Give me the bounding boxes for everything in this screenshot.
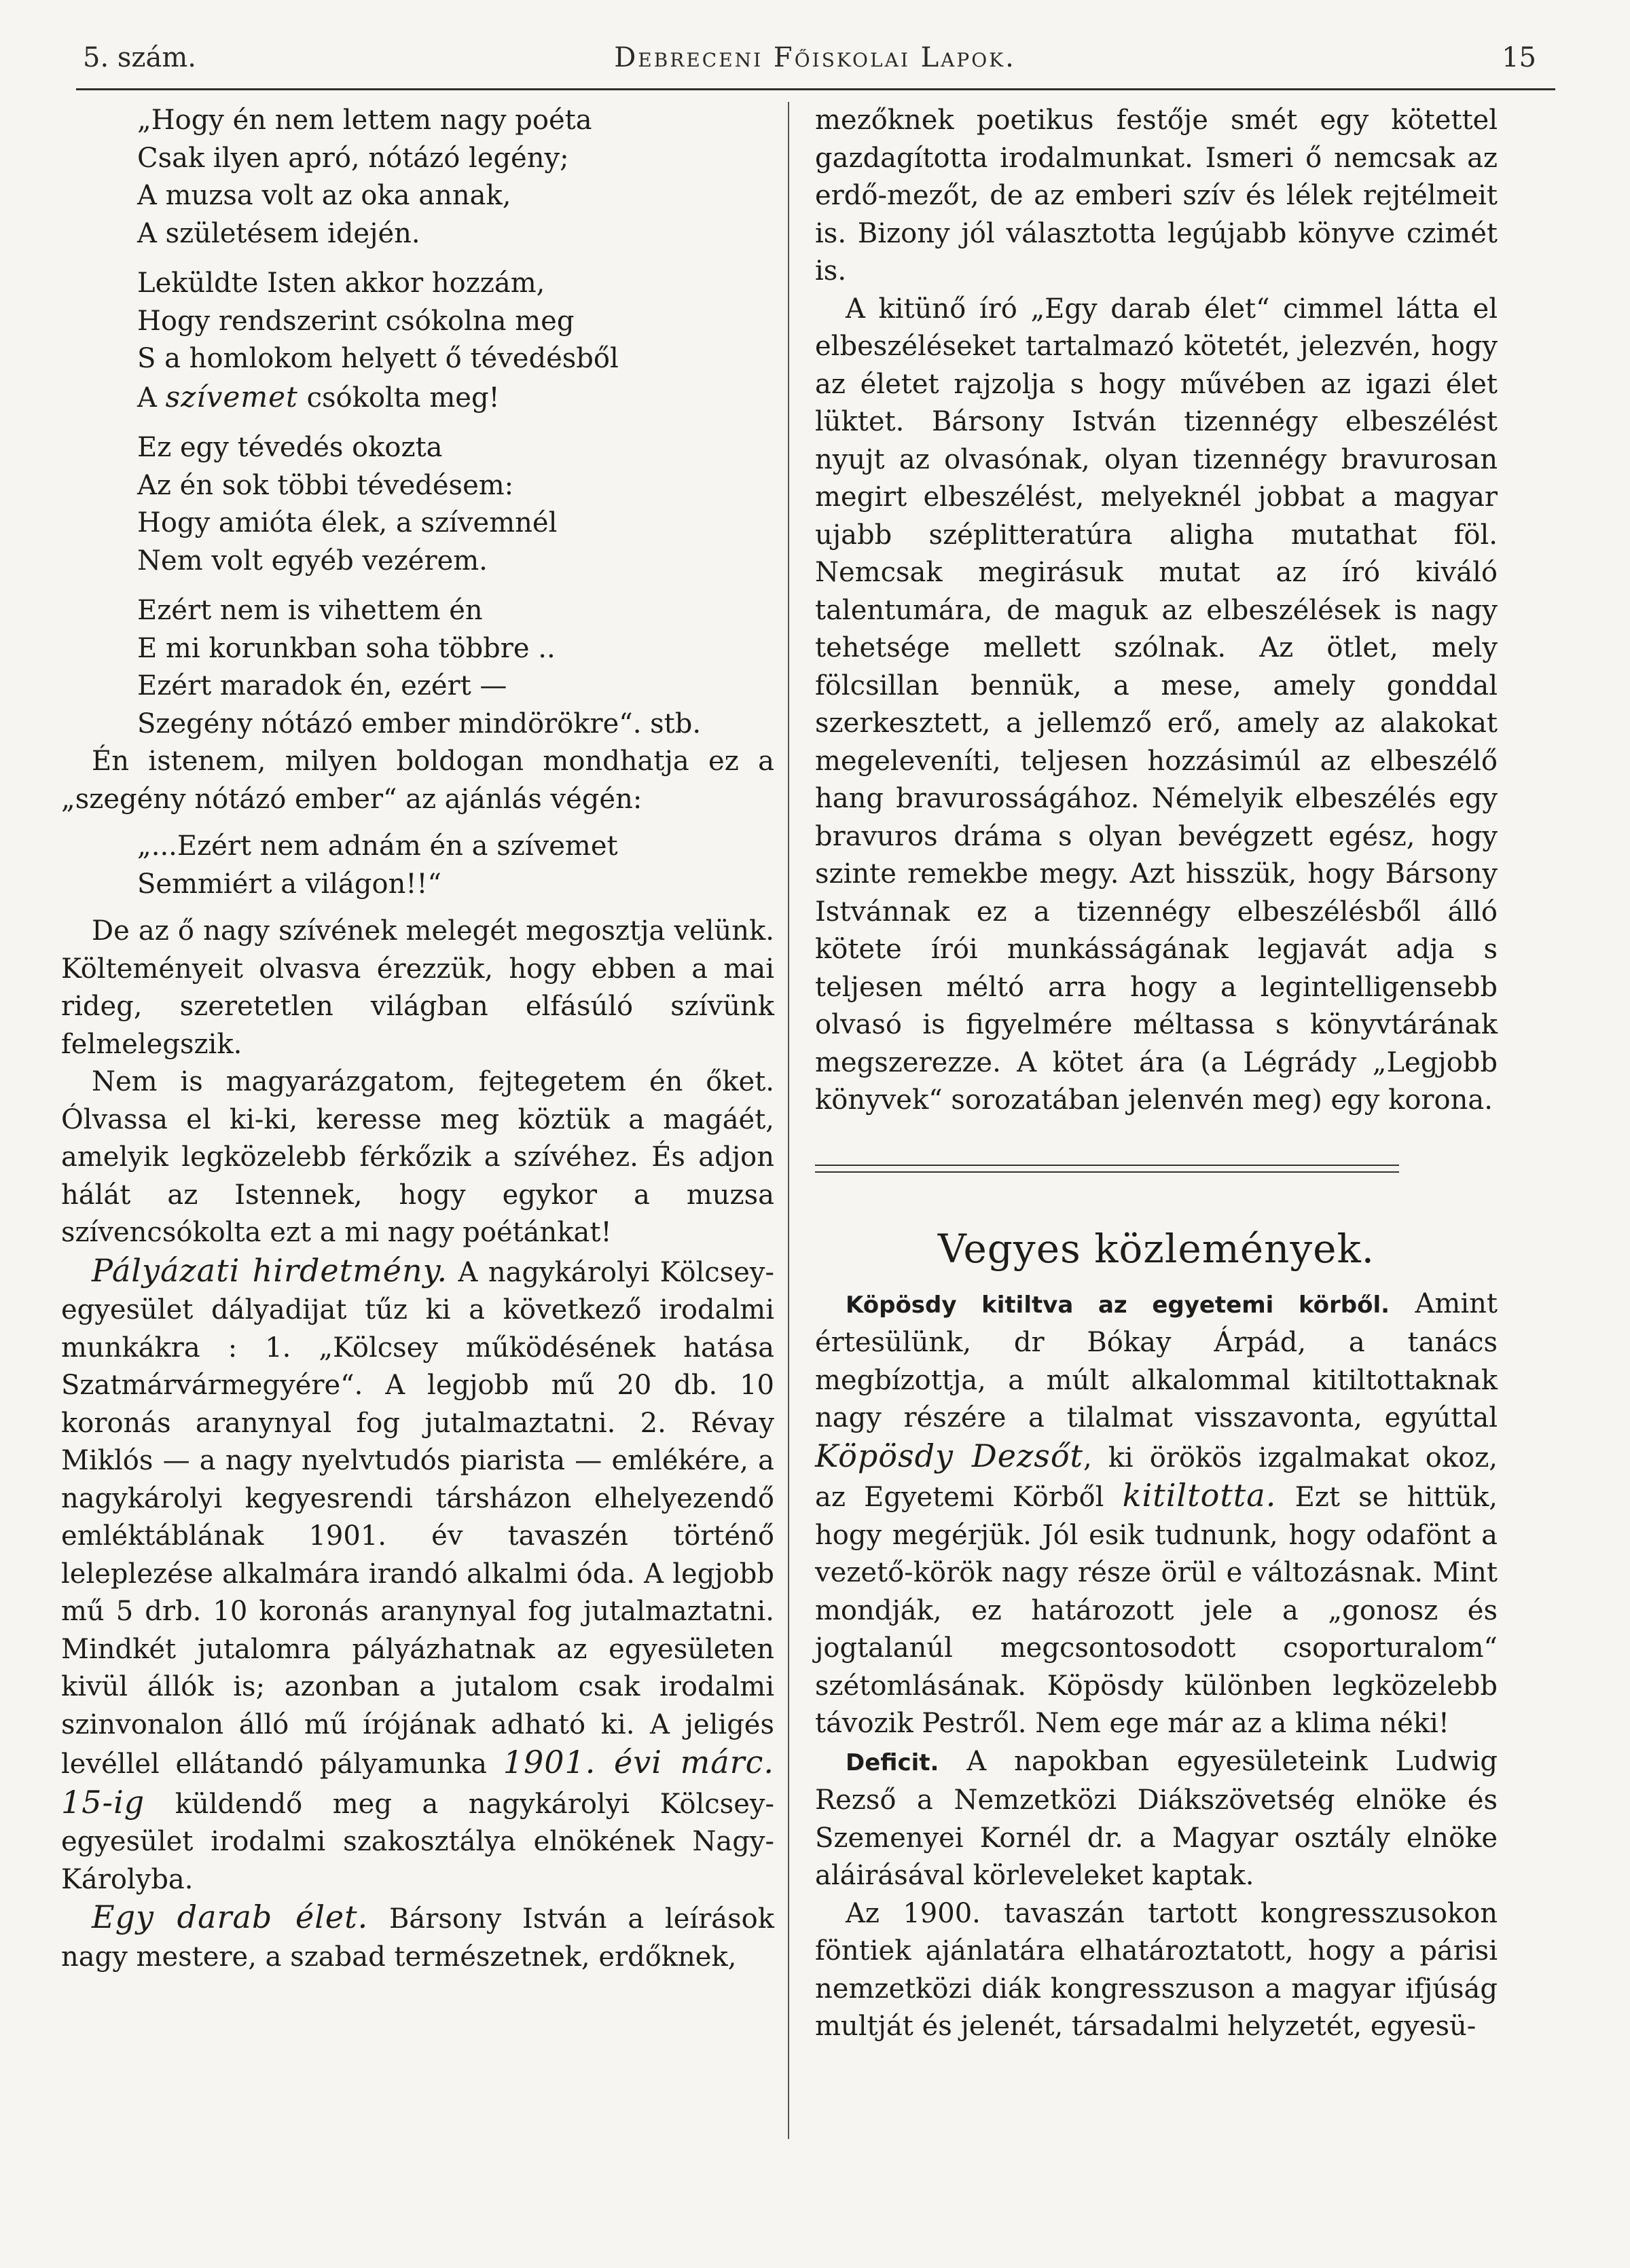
stanza — [137, 429, 774, 580]
verse-line: Hogy rendszerint csókolna meg — [137, 305, 575, 337]
verse-line: Csak ilyen apró, nótázó legény; — [137, 142, 569, 174]
verse-line: Nem volt egyéb vezérem. — [137, 545, 488, 577]
journal-title: Debreceni Főiskolai Lapok. — [614, 42, 1016, 73]
review-title: Egy darab élet. — [92, 1899, 369, 1935]
news-text: , ki örökös izgalmakat okoz, az Egyetemi Körből — [815, 1442, 1498, 1513]
paragraph: A kitünő író „Egy darab élet“ cimmel látta el elbeszéléseket tartalmazó kötetét, jelezvén, hogy az életet rajzolja s hogy művében az igazi élet lüktet. Bársony István tizennégy elbeszélést nyujt az olvasónak, olyan tizennégy bravurosan megirt elbeszélést, melyeknél jobbat a magyar ujabb széplitteratúra aligha mutathat föl. Nemcsak megirásuk mutat az író kiváló talentumára, de maguk az elbeszélések is nagy tehetsége mellett szólnak. Az ötlet, mely fölcsillan bennük, a mese, amely gonddal szerkesztett, a jellemző erő, amely az alakokat megeleveníti, teljesen hozzásimúl az elbeszélő hang bravurosságához. Némelyik elbeszélés egy bravuros dráma s olyan bevégzett egész, hogy szinte remekbe megy. Azt hisszük, hogy Bársony Istvánnak ez a tizennégy elbeszélésből álló kötete írói munkásságának legjavát adja s teljesen méltó arra hogy a legintelligensebb olvasó is figyelmére méltassa s könyvtárának megszerezze. A kötet ára (a Légrády „Legjobb könyvek“ sorozatában jelenvén meg) egy korona. — [815, 293, 1498, 1116]
verse-text: csókolta meg! — [297, 382, 500, 414]
news-item-title: Deficit. — [846, 1749, 939, 1776]
news-text: A napokban egyesületeink Ludwig Rezső a Nemzetközi Diákszövetség elnöke és Szemenyei Kornél dr. a Magyar osztály elnöke aláirásával körleveleket kaptak. — [815, 1745, 1498, 1891]
verse-line — [137, 378, 774, 418]
verse-line: Ezért maradok én, ezért — — [137, 670, 507, 701]
notice-text: küldendő meg a nagykárolyi Kölcsey-egyesület irodalmi szakosztálya elnökének Nagy-Károlyba. — [61, 1788, 774, 1895]
section-rule — [815, 1171, 1399, 1173]
verse-text: A — [137, 382, 166, 414]
page-header — [75, 42, 1555, 83]
news-text: Ezt se hittük, hogy megérjük. Jól esik tudnunk, hogy odafönt a vezető-körök nagy része örül e változásnak. Mint mondják, ez határozott jele a „gonosz és jogtalanúl megcsontosodott csoporturalom“ szétomlásának. Köpösdy különben legközelebb távozik Pestről. Nem ege már az a klima néki! — [815, 1482, 1498, 1739]
notice-title: Pályázati hirdetmény. — [92, 1251, 448, 1289]
competition-notice — [61, 1252, 774, 1899]
verse-line: A születésem idején. — [137, 217, 420, 249]
verse-line: „...Ezért nem adnám én a szívemet — [137, 830, 618, 862]
verse-line: Hogy amióta élek, a szívemnél — [137, 507, 558, 538]
poem-quote — [61, 828, 774, 903]
paragraph: Az 1900. tavaszán tartott kongresszusokon föntiek ajánlatára elhatároztatott, hogy a párisi nemzetközi diák kongresszuson a magyar ifjúság multját és jelenét, társadalmi helyzetét, egyesü- — [815, 1897, 1498, 2042]
verse-line: E mi korunkban soha többre .. — [137, 632, 556, 664]
issue-number: 5. szám. — [83, 42, 196, 73]
book-review — [61, 1899, 774, 1976]
verse-line: A muzsa volt az oka annak, — [137, 180, 511, 211]
stanza — [137, 592, 774, 743]
verse-line: „Hogy én nem lettem nagy poéta — [137, 105, 592, 136]
left-column — [61, 102, 774, 1976]
news-text: Amint értesülünk, dr Bókay Árpád, a tanács megbízottja, a múlt alkalommal kitiltottaknak nagy részére a tilalmat visszavonta, egyúttal — [815, 1287, 1498, 1433]
page-number: 15 — [1502, 42, 1536, 73]
emphasis-text: kitiltotta. — [1122, 1477, 1277, 1514]
paragraph: mezőknek poetikus festője smét egy kötettel gazdagította irodalmunkat. Ismeri ő nemcsak az erdő-mezőt, de az emberi szív és lélek rejtélmeit is. Bizony jól választotta legújabb könyve czimét is. — [815, 105, 1498, 287]
paragraph: De az ő nagy szívének melegét megosztja velünk. Költeményeit olvasva érezzük, hogy ebben a mai rideg, szeretetlen világban elfásúló szívünk felmelegszik. — [61, 915, 774, 1060]
news-item — [815, 1285, 1498, 1743]
verse-line: Leküldte Isten akkor hozzám, — [137, 268, 545, 299]
stanza — [137, 102, 774, 253]
header-rule — [76, 88, 1555, 90]
deadline-date: 1901. évi márc. 15-ig — [61, 1744, 774, 1821]
news-item-title: Köpösdy kitiltva az egyetemi körből. — [846, 1291, 1390, 1319]
emphasis-text: Köpösdy Dezsőt — [815, 1437, 1084, 1474]
verse-line: Ezért nem is vihettem én — [137, 595, 483, 626]
paragraph: Én istenem, milyen boldogan mondhatja ez a „szegény nótázó ember“ az ajánlás végén: — [61, 746, 774, 815]
stanza — [137, 265, 774, 417]
column-divider — [788, 102, 789, 2139]
verse-line: S a homlokom helyett ő tévedésből — [137, 343, 619, 374]
poem-quote — [61, 102, 774, 743]
emphasis-text: szívemet — [165, 380, 298, 414]
verse-line: Szegény nótázó ember mindörökre“. stb. — [137, 708, 702, 739]
section-rule — [815, 1165, 1399, 1166]
paragraph: Nem is magyarázgatom, fejtegetem én őket. Ólvassa el ki-ki, keresse meg köztük a magáét, amelyik legközelebb férkőzik a szívéhez. És adjon hálát az Istennek, hogy egykor a muzsa szívencsókolta ezt a mi nagy poétánkat! — [61, 1066, 774, 1248]
notice-text: A nagykárolyi Kölcsey-egyesület dályadijat tűz ki a következő irodalmi munkákra : 1. „Kölcsey működésének hatása Szatmárvármegyére“. A legjobb mű 20 db. 10 koronás aranynyal fog jutalmaztatni. 2. Révay Miklós — a nagy nyelvtudós piarista — emlékére, a nagykárolyi kegyesrendi társházon elhelyezendő emléktáblának 1901. év tavaszén történő leleplezése alkalmára irandó alkalmi óda. A legjobb mű 5 drb. 10 koronás aranynyal fog jutalmaztatni. Mindkét jutalomra pályázhatnak az egyesületen kivül állók is; azonban a jutalom csak irodalmi szinvonalon álló mű írójának adható ki. A jeligés levéllel ellátandó pályamunka — [61, 1256, 774, 1780]
verse-line: Ez egy tévedés okozta — [137, 432, 443, 463]
right-column — [815, 102, 1498, 2046]
verse-line: Semmiért a világon!!“ — [137, 868, 441, 900]
review-text: Bársony István a leírások nagy mestere, a szabad természetnek, erdőknek, — [61, 1903, 774, 1973]
verse-line: Az én sok többi tévedésem: — [137, 469, 514, 501]
news-item — [815, 1743, 1498, 1895]
section-title: Vegyes közlemények. — [937, 1225, 1375, 1272]
